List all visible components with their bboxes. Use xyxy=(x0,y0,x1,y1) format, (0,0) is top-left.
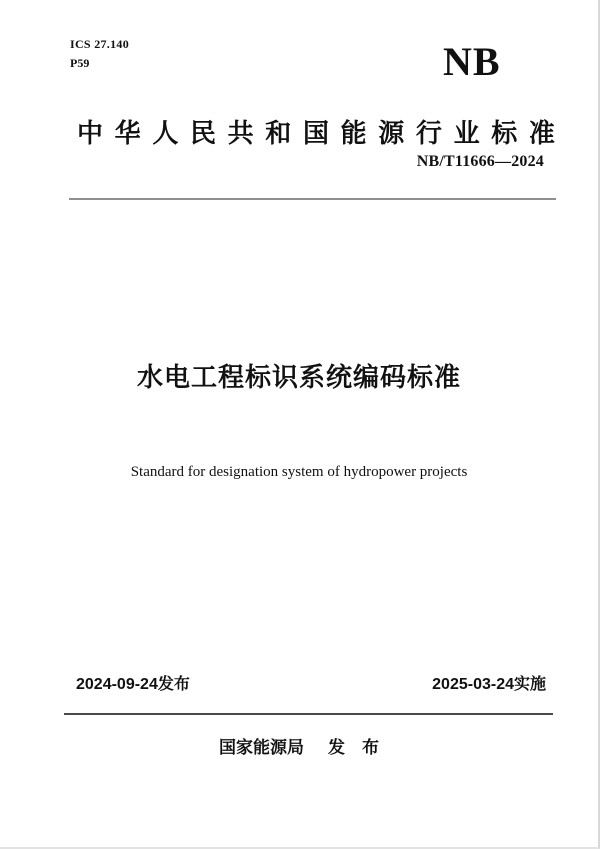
standard-number: NB/T11666—2024 xyxy=(416,153,544,170)
publisher-name: 国家能源局 xyxy=(219,738,304,757)
ics-code: ICS 27.140 xyxy=(70,37,130,51)
title-english: Standard for designation system of hydropower projects xyxy=(130,464,468,480)
footer-divider-line xyxy=(64,713,553,715)
publish-label: 发 布 xyxy=(328,738,379,757)
issue-date: 2024-09-24发布 xyxy=(76,676,190,693)
nb-logo: NB xyxy=(443,39,501,84)
classification-code: P59 xyxy=(70,56,90,70)
title-chinese: 水电工程标识系统编码标准 xyxy=(136,362,461,392)
standard-heading: 中 华 人 民 共 和 国 能 源 行 业 标 准 xyxy=(77,119,555,148)
publisher-line xyxy=(0,733,598,758)
implementation-date: 2025-03-24实施 xyxy=(432,676,546,693)
header-divider-line xyxy=(69,198,556,200)
